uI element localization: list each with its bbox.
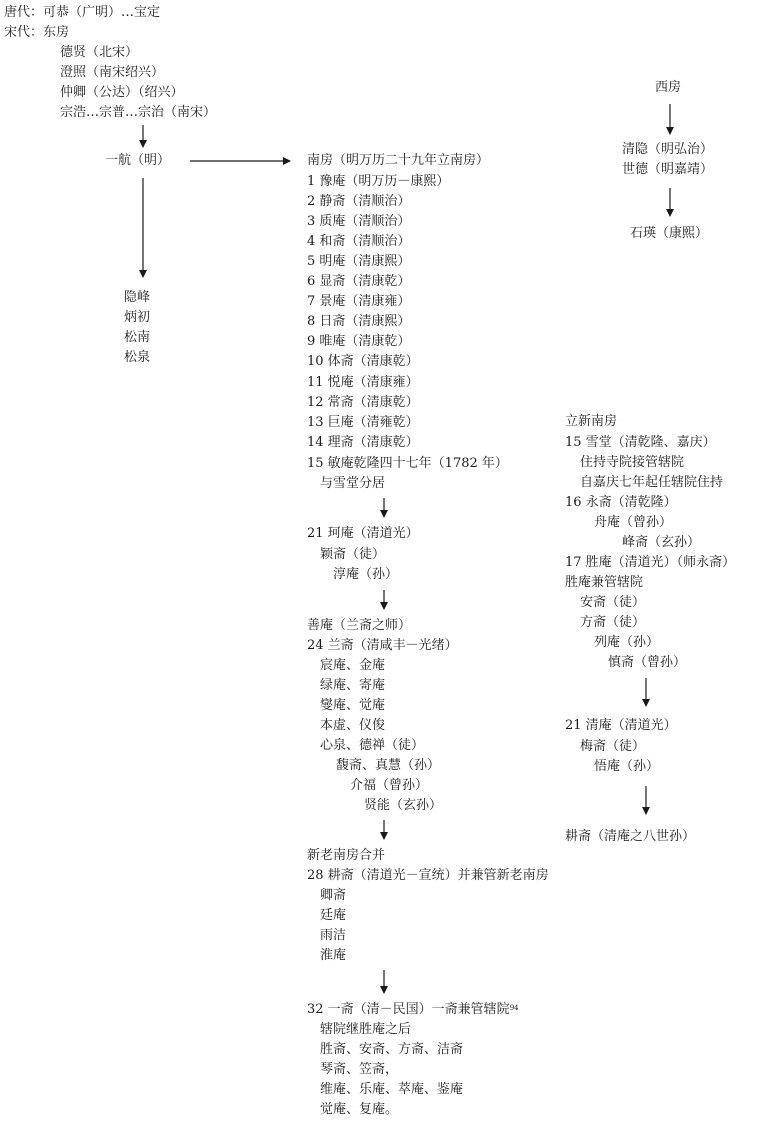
xifang-title: 西房 — [655, 80, 682, 95]
xinnanfang-item: 胜庵兼管辖院 — [565, 575, 644, 590]
nanfang-block2-item: 颖斋（徒） — [320, 547, 386, 562]
nanfang-item: 4 和斋（清顺治） — [307, 234, 411, 249]
xinnanfang-item: 住持寺院接管辖院 — [580, 455, 685, 470]
nanfang-block3-item: 馥斋、真慧（孙） — [336, 758, 441, 773]
song-item: 仲卿（公达）（绍兴） — [60, 85, 184, 100]
yihang-descendant: 松南 — [124, 330, 151, 345]
xinnanfang-item: 方斋（徒） — [580, 615, 646, 630]
xinnanfang-item: 自嘉庆七年起任辖院住持 — [580, 475, 724, 490]
nanfang-block3-item: 心泉、德禅（徒） — [320, 738, 425, 753]
nanfang-block5-item: 觉庵、复庵。 — [320, 1102, 399, 1117]
nanfang-item: 与雪堂分居 — [320, 476, 386, 491]
nanfang-block4-item: 雨洁 — [320, 928, 347, 943]
yihang-descendant: 松泉 — [124, 350, 151, 365]
tang-dynasty-line: 唐代：可恭（广明）…宝定 — [4, 5, 161, 20]
nanfang-block4-item: 卿斋 — [320, 888, 347, 903]
nanfang-item: 13 巨庵（清雍乾） — [307, 415, 419, 430]
song-dynasty-line: 宋代：东房 — [4, 25, 70, 40]
nanfang-item: 12 常斋（清康乾） — [307, 395, 419, 410]
xinnanfang-block2-item: 悟庵（孙） — [594, 759, 660, 774]
nanfang-block3-item: 介福（曾孙） — [350, 778, 429, 793]
nanfang-block4-item: 新老南房合并 — [307, 848, 386, 863]
yihang-descendant: 炳初 — [124, 310, 151, 325]
nanfang-block5-item: 辖院继胜庵之后 — [320, 1022, 412, 1037]
nanfang-block3-item: 绿庵、寄庵 — [320, 678, 386, 693]
xinnanfang-item: 17 胜庵（清道光）（师永斋） — [565, 555, 736, 570]
nanfang-item: 3 质庵（清顺治） — [307, 214, 411, 229]
nanfang-item: 2 静斋（清顺治） — [307, 194, 411, 209]
nanfang-block3-item: 宸庵、金庵 — [320, 658, 386, 673]
xinnanfang-item: 15 雪堂（清乾隆、嘉庆） — [565, 435, 716, 450]
nanfang-item: 11 悦庵（清康雍） — [307, 375, 419, 390]
song-item: 澄照（南宋绍兴） — [60, 65, 165, 80]
footnote-marker: 94 — [509, 1004, 519, 1012]
nanfang-item: 6 显斋（清康乾） — [307, 274, 411, 289]
nanfang-block5-first — [307, 1000, 519, 1020]
song-item: 德贤（北宋） — [60, 45, 139, 60]
nanfang-block5-item: 维庵、乐庵、萃庵、鉴庵 — [320, 1082, 464, 1097]
nanfang-block4-item: 28 耕斋（清道光－宣统）并兼管新老南房 — [307, 868, 549, 883]
nanfang-item: 15 敏庵乾隆四十七年（1782 年） — [307, 456, 508, 471]
nanfang-item: 5 明庵（清康熙） — [307, 254, 411, 269]
nanfang-item: 9 唯庵（清康乾） — [307, 334, 411, 349]
nanfang-block4-item: 廷庵 — [320, 908, 347, 923]
xinnanfang-item: 立新南房 — [565, 414, 618, 429]
nanfang-block3-item: 燮庵、觉庵 — [320, 698, 386, 713]
yihang-node: 一航（明） — [105, 153, 171, 168]
nanfang-item: 7 景庵（清康雍） — [307, 294, 411, 309]
xifang-after: 石瑛（康熙） — [630, 226, 709, 241]
yihang-descendant: 隐峰 — [124, 290, 151, 305]
song-item: 宗浩…宗普…宗治（南宋） — [60, 105, 217, 120]
nanfang-block3-item: 贤能（玄孙） — [364, 798, 443, 813]
nanfang-block5-item: 32 一斋（清－民国）一斋兼管辖院 — [307, 1002, 510, 1017]
nanfang-block5-item: 胜斋、安斋、方斋、洁斋 — [320, 1042, 464, 1057]
xifang-item: 世德（明嘉靖） — [622, 162, 714, 177]
xinnanfang-block2-item: 21 清庵（清道光） — [565, 718, 677, 733]
nanfang-item: 8 日斋（清康熙） — [307, 314, 411, 329]
nanfang-block2-item: 21 珂庵（清道光） — [307, 526, 419, 541]
nanfang-item: 14 理斋（清康乾） — [307, 435, 419, 450]
xinnanfang-item: 舟庵（曾孙） — [594, 515, 673, 530]
xinnanfang-item: 慎斋（曾孙） — [608, 655, 687, 670]
nanfang-block3-item: 24 兰斋（清咸丰－光绪） — [307, 638, 458, 653]
xinnanfang-item: 列庵（孙） — [594, 635, 660, 650]
xinnanfang-block2-item: 梅斋（徒） — [580, 739, 646, 754]
nanfang-title: 南房（明万历二十九年立南房） — [307, 153, 490, 168]
xinnanfang-item: 安斋（徒） — [580, 595, 646, 610]
xinnanfang-item: 峰斋（玄孙） — [622, 535, 701, 550]
xinnanfang-last: 耕斋（清庵之八世孙） — [565, 829, 696, 844]
nanfang-block2-item: 淳庵（孙） — [333, 567, 399, 582]
nanfang-block4-item: 淮庵 — [320, 948, 347, 963]
nanfang-block5-item: 琴斋、笠斋， — [320, 1062, 399, 1077]
nanfang-block3-item: 本虚、仪俊 — [320, 718, 386, 733]
nanfang-item: 1 豫庵（明万历－康熙） — [307, 174, 450, 189]
xifang-item: 清隐（明弘治） — [622, 142, 714, 157]
nanfang-block3-item: 善庵（兰斋之师） — [307, 618, 412, 633]
nanfang-item: 10 体斋（清康乾） — [307, 354, 419, 369]
xinnanfang-item: 16 永斋（清乾隆） — [565, 495, 677, 510]
